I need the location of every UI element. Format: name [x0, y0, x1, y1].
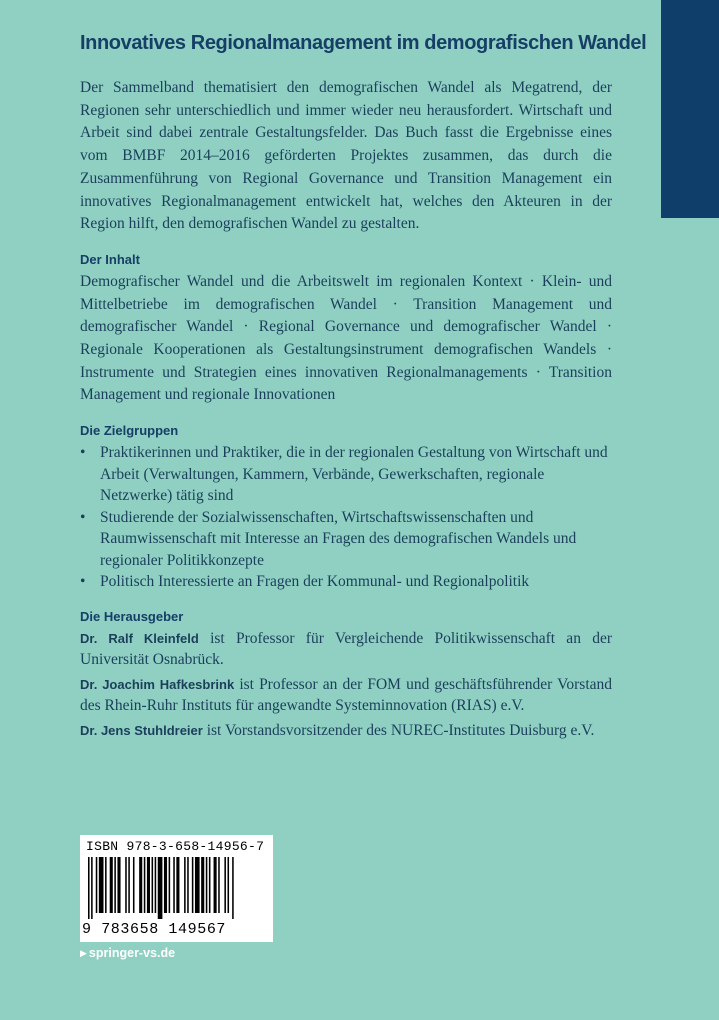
- corner-color-band: [661, 0, 719, 218]
- section-zielgruppen: [80, 423, 612, 593]
- section-heading-herausgeber: Die Herausgeber: [80, 608, 184, 624]
- barcode-digits: 9 783658 149567: [82, 921, 227, 938]
- publisher-website-link[interactable]: [80, 946, 175, 960]
- editor-entry: [80, 674, 612, 717]
- editor-name: Dr. Joachim Hafkesbrink: [80, 676, 235, 692]
- list-item-text: Studierende der Sozialwissenschaften, Wirtschaftswissenschaften und Raumwissenschaft mit Interesse an Fragen des demografischen Wandels und regionaler Politikkonzepte: [100, 508, 577, 569]
- isbn-text: ISBN 978-3-658-14956-7: [86, 839, 265, 854]
- bullet-icon: •: [80, 444, 86, 462]
- editor-entry: [80, 720, 612, 742]
- isbn-barcode: [80, 835, 273, 942]
- section-inhalt: [80, 252, 612, 407]
- back-cover-content: [80, 32, 647, 744]
- editor-bio: ist Vorstandsvorsitzender des NUREC-Institutes Duisburg e.V.: [206, 721, 595, 739]
- section-heading-zielgruppen: Die Zielgruppen: [80, 423, 179, 439]
- arrow-right-icon: ▶: [80, 948, 87, 958]
- section-herausgeber: [80, 609, 612, 742]
- editor-name: Dr. Ralf Kleinfeld: [80, 630, 199, 646]
- section-heading-inhalt: Der Inhalt: [80, 251, 140, 267]
- book-title: Innovatives Regionalmanagement im demografischen Wandel: [80, 32, 647, 54]
- inhalt-text: Demografischer Wandel und die Arbeitswelt im regionalen Kontext · Klein- und Mittelbetriebe im demografischen Wandel · Transition Management und demografischer Wandel · Regional Governance und demografischer Wandel · Regionale Kooperationen als Gestaltungsinstrument demografischen Wandels · Instrumente und Strategien eines innovativen Regionalmanagements · Transition Management und regionale Innovationen: [80, 272, 612, 404]
- list-item: [80, 571, 612, 593]
- list-item: [80, 507, 612, 572]
- editor-entry: [80, 628, 612, 671]
- list-item-text: Politisch Interessierte an Fragen der Kommunal- und Regionalpolitik: [100, 573, 530, 591]
- bullet-icon: •: [80, 573, 86, 591]
- editor-name: Dr. Jens Stuhldreier: [80, 722, 203, 738]
- zielgruppen-list: [80, 442, 612, 593]
- list-item: [80, 442, 612, 507]
- editor-bio: ist Professor an der FOM und geschäftsführender Vorstand des Rhein-Ruhr Instituts für angewandte Systeminnovation (RIAS) e.V.: [80, 675, 612, 715]
- bullet-icon: •: [80, 508, 86, 526]
- list-item-text: Praktikerinnen und Praktiker, die in der regionalen Gestaltung von Wirtschaft und Arbeit (Verwaltungen, Kammern, Verbände, Gewerkschaften, regionale Netzwerke) tätig sind: [100, 444, 608, 505]
- editor-bio: ist Professor für Vergleichende Politikwissenschaft an der Universität Osnabrück.: [80, 629, 612, 669]
- barcode-bars-icon: [88, 857, 266, 919]
- website-text: springer-vs.de: [88, 946, 176, 960]
- intro-paragraph: Der Sammelband thematisiert den demografischen Wandel als Megatrend, der Regionen sehr unterschiedlich und immer wieder neu herausfordert. Wirtschaft und Arbeit sind dabei zentrale Gestaltungsfelder. Das Buch fasst die Ergebnisse eines vom BMBF 2014–2016 geförderten Projektes zusammen, das durch die Zusammenführung von Regional Governance und Transition Management ein innovatives Regionalmanagement entwickelt hat, welches den Akteuren in der Region hilft, den demografischen Wandel zu gestalten.: [80, 79, 612, 233]
